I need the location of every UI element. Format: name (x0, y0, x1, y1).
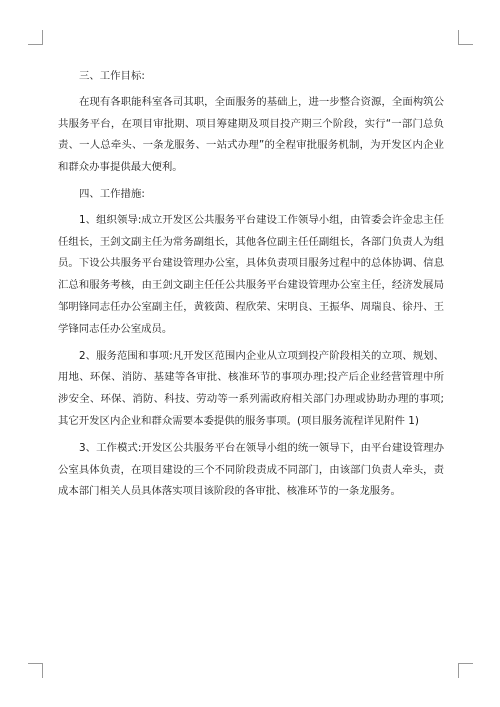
crop-mark-top-left (28, 30, 43, 45)
paragraph-goals: 在现有各职能科室各司其职，全面服务的基础上，进一步整合资源，全面构筑公共服务平台，在项目审批期、项目筹建期及项目投产期三个阶段，实行“一部门总负责、一人总牵头、一条龙服务、一站式办理”的全程审批服务机制，为开发区内企业和群众办事提供最大便利。 (58, 95, 444, 174)
paragraph-organization: 1、组织领导:成立开发区公共服务平台建设工作领导小组，由管委会许金忠主任任组长，王剑文副主任为常务副组长，其他各位副主任任副组长，各部门负责人为组员。下设公共服务平台建设管理办公室，具体负责项目服务过程中的总体协调、信息汇总和服务考核，由王剑文副主任任公共服务平台建设管理办公室主任，经济发展局邹明锋同志任办公室副主任，黄筱茵、程欣荣、宋明良、王振华、周瑞良、徐丹、王学锋同志任办公室成员。 (58, 213, 444, 335)
crop-mark-top-right (458, 30, 473, 45)
paragraph-service-scope: 2、服务范围和事项:凡开发区范围内企业从立项到投产阶段相关的立项、规划、用地、环保、消防、基建等各审批、核准环节的事项办理;投产后企业经营管理中所涉安全、环保、消防、科技、劳动等一系列需政府相关部门办理或协助办理的事项;其它开发区内企业和群众需要本委提供的服务事项。(项目服务流程详见附件 1) (58, 349, 444, 427)
section-heading-measures: 四、工作措施: (79, 187, 145, 200)
document-body (58, 66, 444, 508)
crop-mark-bottom-right (458, 663, 473, 678)
crop-mark-bottom-left (28, 663, 43, 678)
paragraph-work-mode: 3、工作模式:开发区公共服务平台在领导小组的统一领导下，由平台建设管理办公室具体负责，在项目建设的三个不同阶段责成不同部门，由该部门负责人牵头，责成本部门相关人员具体落实项目该阶段的各审批、核准环节的一条龙服务。 (58, 441, 444, 498)
section-heading-goals: 三、工作目标: (79, 70, 145, 82)
